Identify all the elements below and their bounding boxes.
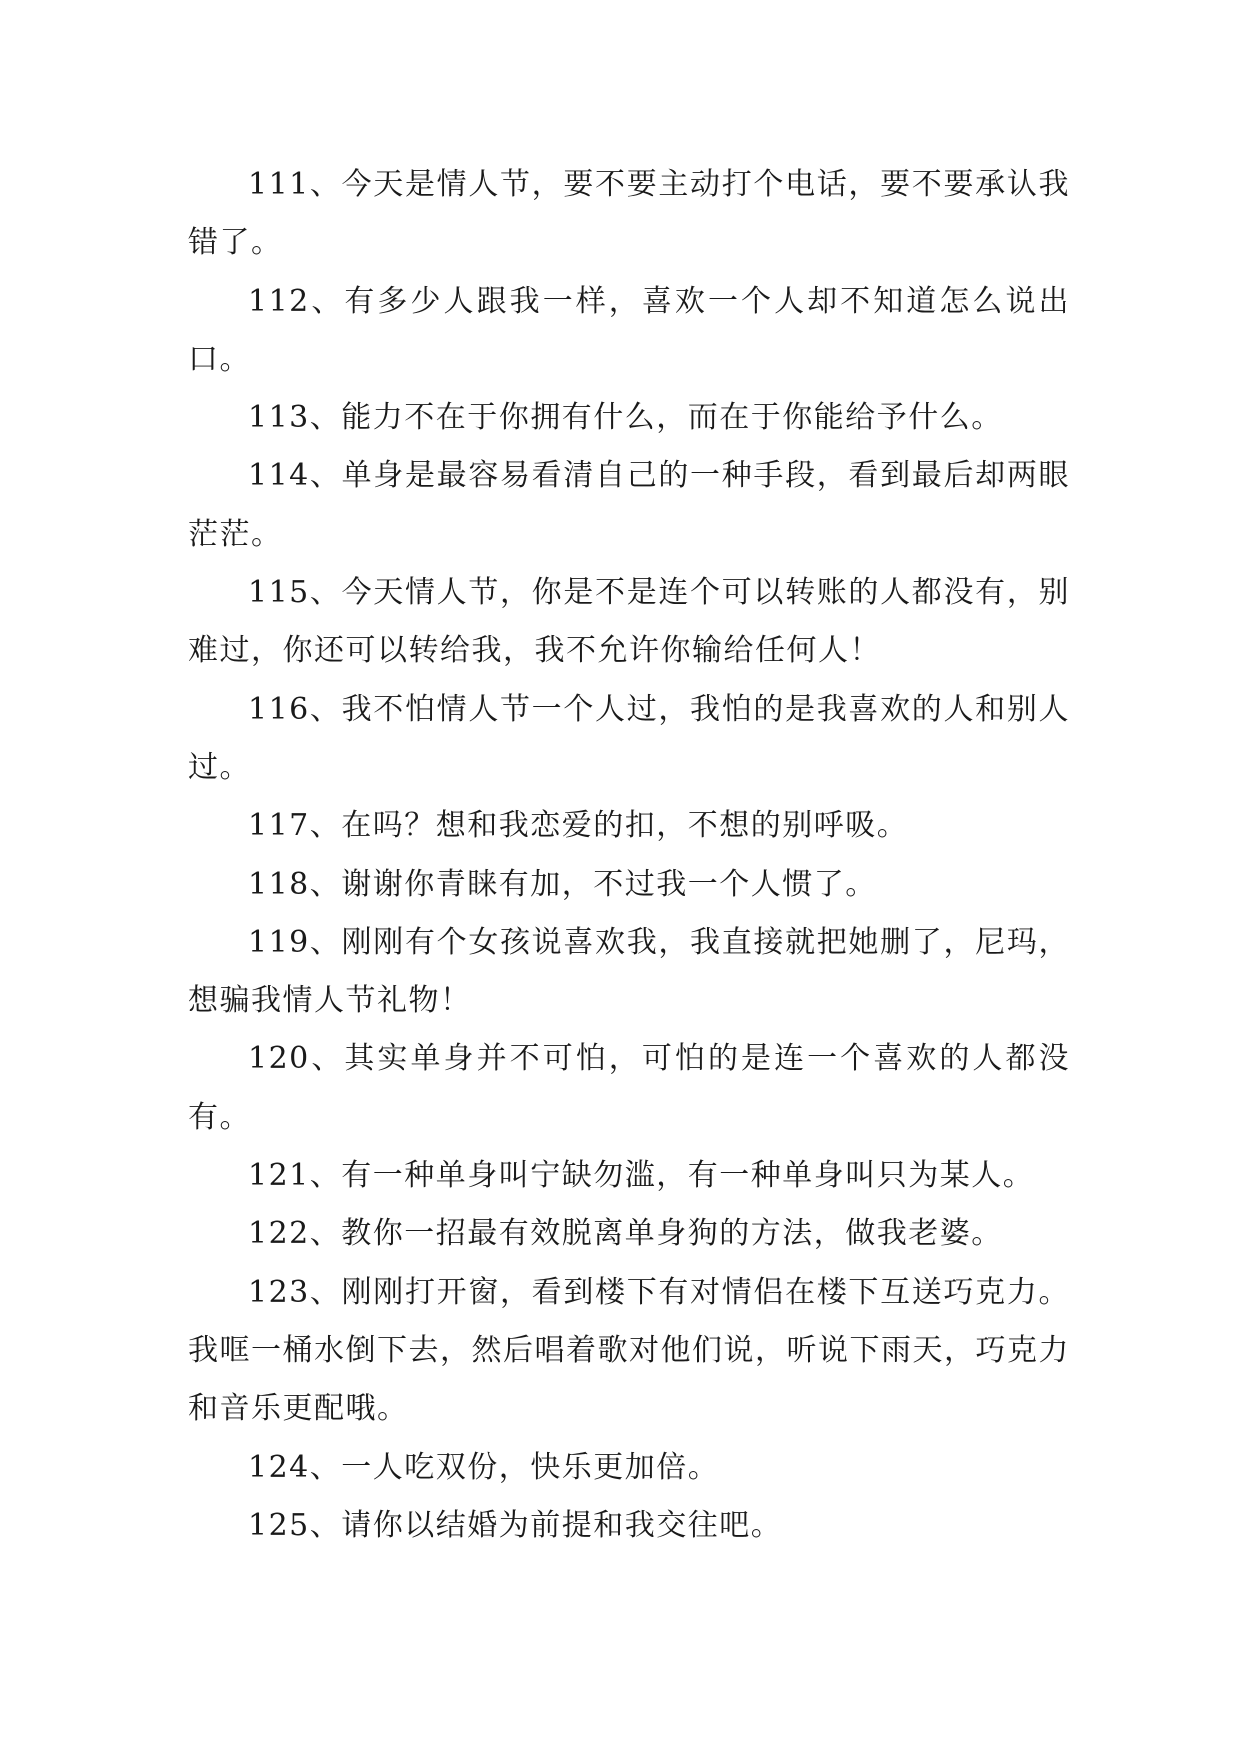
paragraph-125: 125、请你以结婚为前提和我交往吧。 xyxy=(248,1507,783,1543)
paragraph-123: 123、刚刚打开窗，看到楼下有对情侣在楼下互送巧克力。我哐一桶水倒下去，然后唱着歌对他们说，听说下雨天，巧克力和音乐更配哦。 xyxy=(188,1274,1070,1427)
paragraph-116: 116、我不怕情人节一个人过，我怕的是我喜欢的人和别人过。 xyxy=(188,691,1070,785)
paragraph-111: 111、今天是情人节，要不要主动打个电话，要不要承认我错了。 xyxy=(188,167,1070,261)
paragraph-112: 112、有多少人跟我一样，喜欢一个人却不知道怎么说出口。 xyxy=(188,283,1070,377)
paragraph-121: 121、有一种单身叫宁缺勿滥，有一种单身叫只为某人。 xyxy=(248,1158,1035,1194)
paragraph-120: 120、其实单身并不可怕，可怕的是连一个喜欢的人都没有。 xyxy=(188,1041,1070,1135)
document-body xyxy=(188,156,1070,1555)
paragraph-115: 115、今天情人节，你是不是连个可以转账的人都没有，别难过，你还可以转给我，我不允许你输给任何人！ xyxy=(188,575,1070,669)
paragraph-117: 117、在吗？想和我恋爱的扣，不想的别呼吸。 xyxy=(248,808,909,844)
paragraph-113: 113、能力不在于你拥有什么，而在于你能给予什么。 xyxy=(248,400,1003,436)
paragraph-124: 124、一人吃双份，快乐更加倍。 xyxy=(248,1449,720,1485)
paragraph-118: 118、谢谢你青睐有加，不过我一个人惯了。 xyxy=(248,866,877,902)
paragraph-114: 114、单身是最容易看清自己的一种手段，看到最后却两眼茫茫。 xyxy=(188,458,1070,552)
paragraph-119: 119、刚刚有个女孩说喜欢我，我直接就把她删了，尼玛，想骗我情人节礼物！ xyxy=(188,924,1070,1019)
paragraph-122: 122、教你一招最有效脱离单身狗的方法，做我老婆。 xyxy=(248,1216,1003,1252)
